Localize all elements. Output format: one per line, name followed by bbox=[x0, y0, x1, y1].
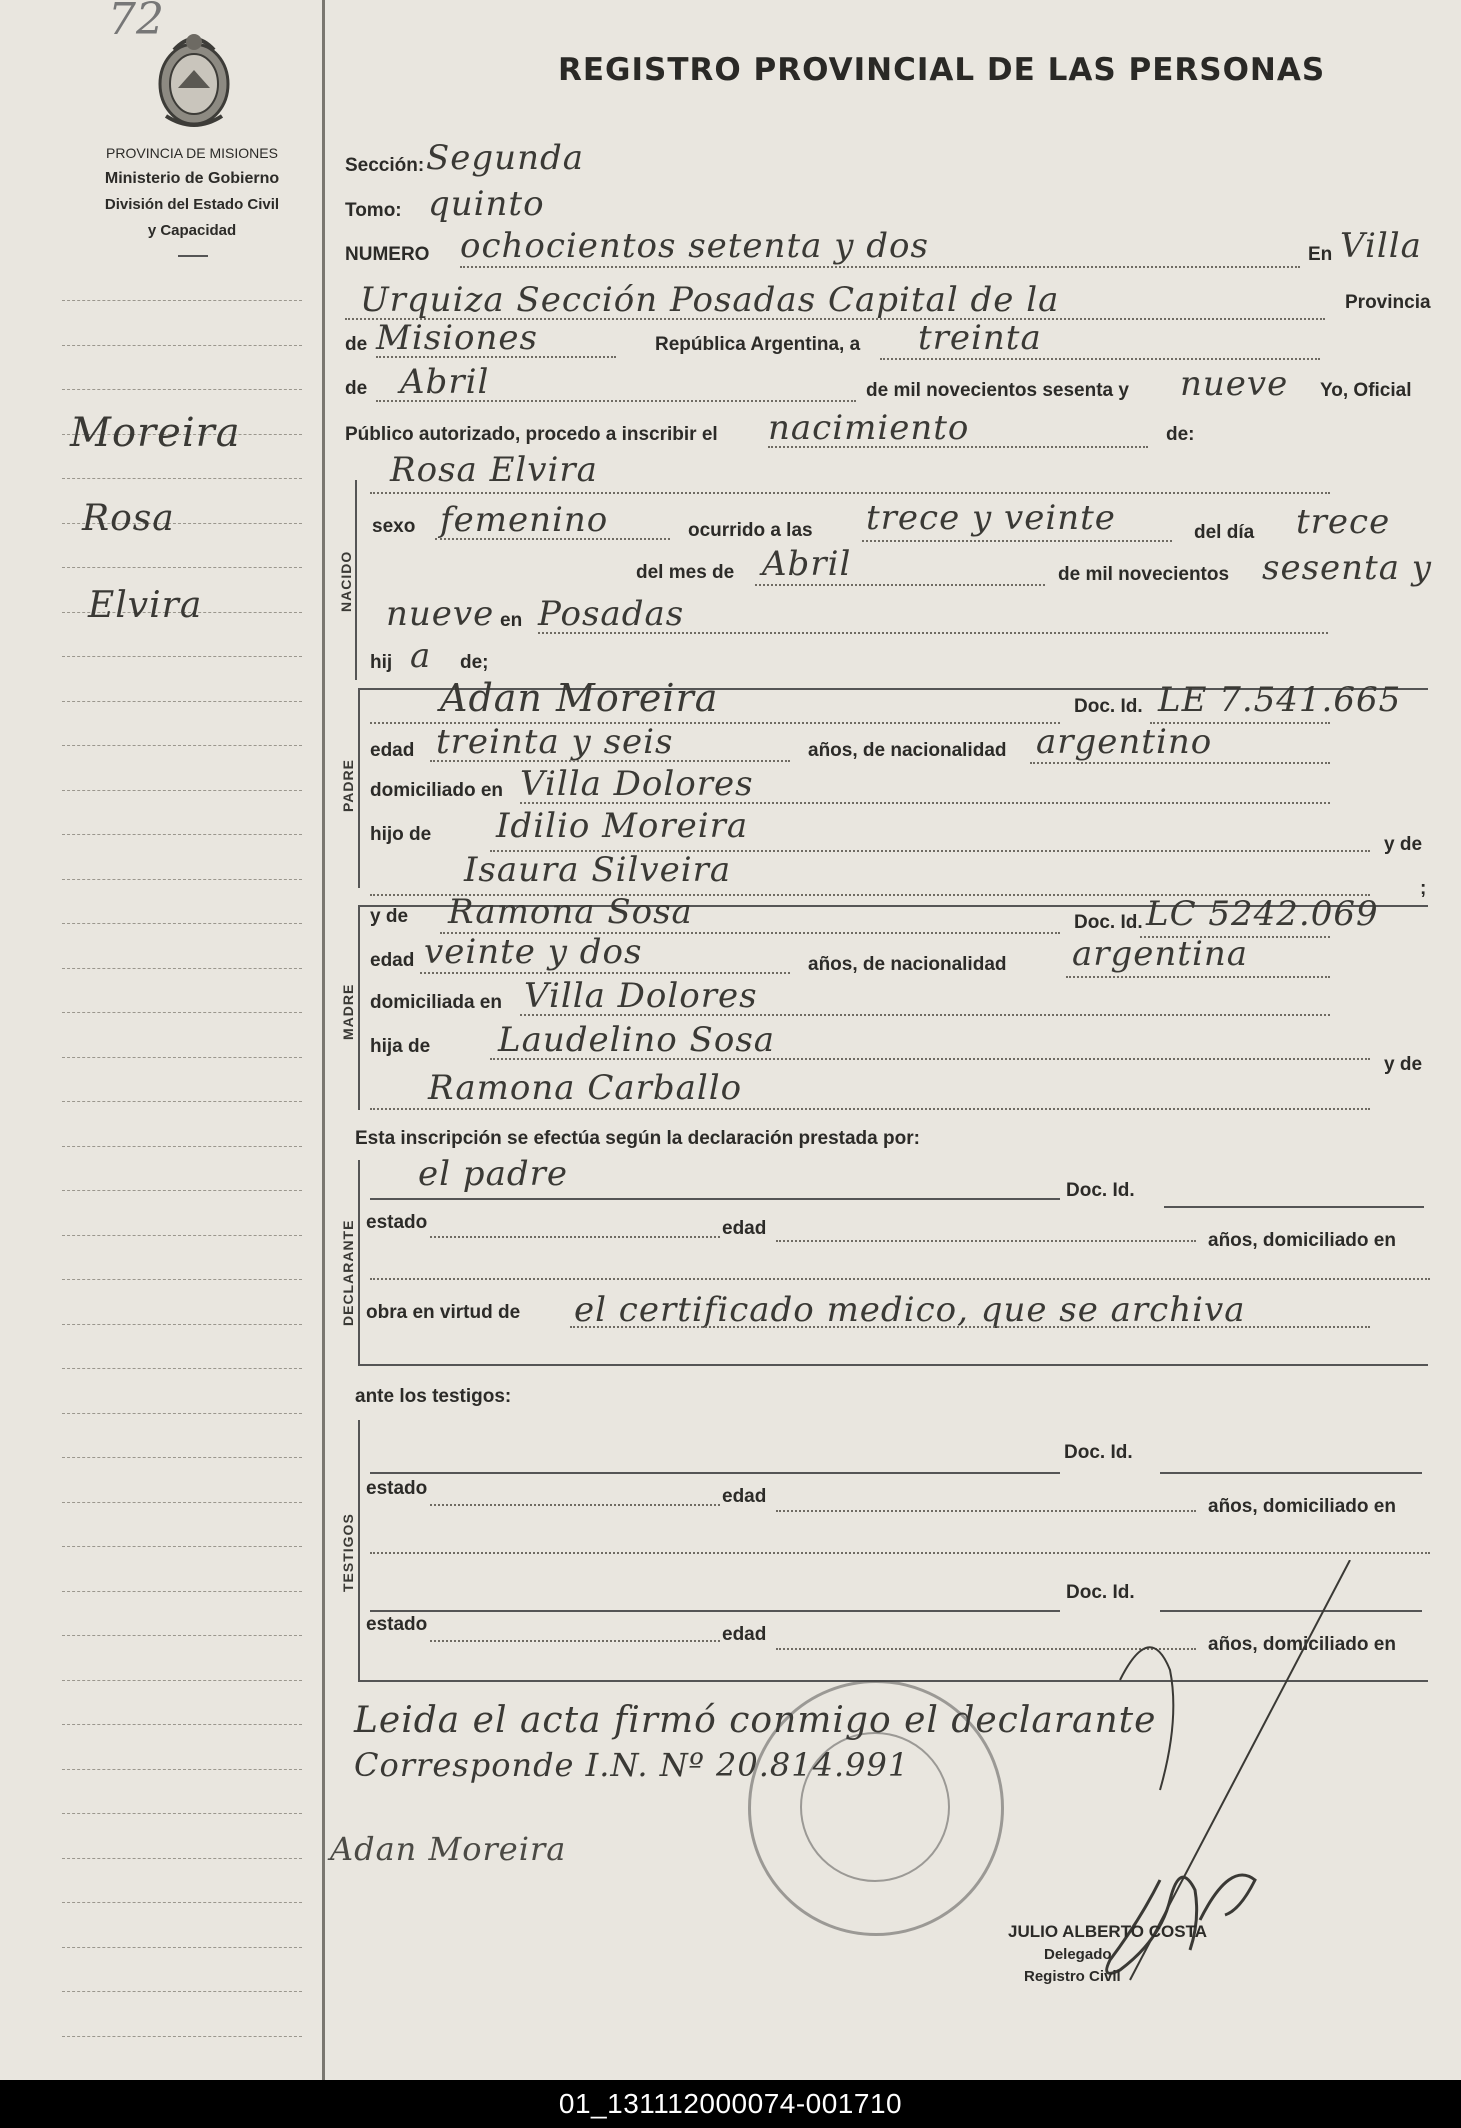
dotted-line bbox=[370, 492, 1330, 495]
dotted-line bbox=[880, 358, 1320, 361]
solid-line bbox=[370, 1472, 1060, 1474]
dotted-line bbox=[862, 540, 1172, 543]
field-madre-edad: veinte y dos bbox=[424, 932, 643, 972]
field-padre-edad: treinta y seis bbox=[436, 722, 674, 762]
section-label-padre: PADRE bbox=[340, 759, 356, 812]
label-y-de-madre: y de bbox=[370, 906, 409, 927]
page-title: REGISTRO PROVINCIAL DE LAS PERSONAS bbox=[558, 52, 1326, 88]
margin-ruled-line bbox=[62, 1146, 302, 1148]
margin-ruled-line bbox=[62, 1902, 302, 1904]
field-dia-acta: treinta bbox=[918, 318, 1042, 358]
field-seccion: Segunda bbox=[426, 138, 585, 178]
dotted-line bbox=[776, 1240, 1196, 1243]
field-acto: nacimiento bbox=[768, 408, 970, 448]
margin-ruled-line bbox=[62, 968, 302, 970]
label-declarante-anos-dom: años, domiciliado en bbox=[1208, 1230, 1396, 1251]
margin-rule bbox=[322, 0, 325, 2080]
dotted-line bbox=[460, 266, 1300, 269]
section-label-declarante: DECLARANTE bbox=[340, 1219, 356, 1326]
page-number: 72 bbox=[108, 0, 164, 45]
label-yo-oficial: Yo, Oficial bbox=[1320, 380, 1412, 401]
label-testigo1-anos-dom: años, domiciliado en bbox=[1208, 1496, 1396, 1517]
margin-ruled-line bbox=[62, 1769, 302, 1771]
closing-note-1: Leida el acta firmó conmigo el declarante bbox=[354, 1700, 1157, 1741]
field-madre-doc: LC 5242.069 bbox=[1146, 894, 1379, 934]
coat-of-arms-icon bbox=[148, 30, 240, 130]
margin-ruled-line bbox=[62, 1813, 302, 1815]
label-ocurrido: ocurrido a las bbox=[688, 520, 813, 541]
dotted-line bbox=[420, 972, 790, 975]
field-madre-nac: argentina bbox=[1072, 934, 1249, 974]
dotted-line bbox=[430, 1504, 720, 1507]
dotted-line bbox=[1066, 976, 1330, 979]
field-padre-nac: argentino bbox=[1036, 722, 1213, 762]
label-del-mes: del mes de bbox=[636, 562, 735, 583]
label-testigo2-estado: estado bbox=[366, 1614, 428, 1635]
field-madre-y-de: Ramona Carballo bbox=[428, 1068, 743, 1108]
dotted-line bbox=[430, 1236, 720, 1239]
margin-ruled-line bbox=[62, 1991, 302, 1993]
dotted-line bbox=[768, 446, 1148, 449]
section-bracket-nacido bbox=[355, 480, 357, 680]
margin-ruled-line bbox=[62, 1324, 302, 1326]
field-en: Villa bbox=[1340, 226, 1422, 266]
label-padre-doc: Doc. Id. bbox=[1074, 696, 1143, 717]
section-bracket-padre bbox=[358, 688, 360, 888]
section-bracket-testigos bbox=[358, 1420, 360, 1680]
field-obra: el certificado medico, que se archiva bbox=[574, 1290, 1246, 1330]
dotted-line bbox=[370, 1552, 1430, 1555]
margin-ruled-line bbox=[62, 1680, 302, 1682]
margin-ruled-line bbox=[62, 1546, 302, 1548]
office-ministry: Ministerio de Gobierno bbox=[104, 170, 280, 187]
label-numero: NUMERO bbox=[345, 244, 430, 265]
label-testigo2-doc: Doc. Id. bbox=[1066, 1582, 1135, 1603]
dotted-line bbox=[570, 1326, 1370, 1329]
dotted-line bbox=[370, 1278, 1430, 1281]
margin-ruled-line bbox=[62, 701, 302, 703]
solid-line bbox=[1160, 1472, 1422, 1474]
office-header bbox=[62, 140, 322, 244]
field-anio-acta: nueve bbox=[1180, 364, 1289, 404]
label-republica: República Argentina, a bbox=[655, 334, 861, 355]
label-domiciliado-en: domiciliado en bbox=[370, 780, 504, 801]
margin-ruled-line bbox=[62, 389, 302, 391]
margin-ruled-line bbox=[62, 1368, 302, 1370]
label-obra: obra en virtud de bbox=[366, 1302, 521, 1323]
office-division: División del Estado Civil bbox=[104, 196, 280, 213]
label-provincia: Provincia bbox=[1345, 292, 1431, 313]
label-padre-edad: edad bbox=[370, 740, 415, 761]
officer-registry: Registro Civil bbox=[1024, 1968, 1121, 1985]
dotted-line bbox=[376, 356, 616, 359]
label-y-de-2: y de bbox=[1384, 1054, 1423, 1075]
margin-ruled-line bbox=[62, 745, 302, 747]
image-id-footer: 01_131112000074-001710 bbox=[0, 2080, 1461, 2128]
label-declarante-edad: edad bbox=[722, 1218, 767, 1239]
field-lugar: Posadas bbox=[538, 594, 685, 634]
label-del-dia: del día bbox=[1194, 522, 1255, 543]
label-declarante-doc: Doc. Id. bbox=[1066, 1180, 1135, 1201]
label-testigo1-doc: Doc. Id. bbox=[1064, 1442, 1133, 1463]
field-madre-hija-de: Laudelino Sosa bbox=[498, 1020, 776, 1060]
label-tomo: Tomo: bbox=[345, 200, 402, 221]
margin-ruled-line bbox=[62, 1858, 302, 1860]
field-padre-nombre: Adan Moreira bbox=[440, 676, 719, 720]
office-capacity: y Capacidad bbox=[147, 222, 237, 239]
label-madre-anos-nac: años, de nacionalidad bbox=[808, 954, 1007, 975]
label-de-semicolon: de; bbox=[460, 652, 489, 673]
dotted-line bbox=[376, 400, 856, 403]
margin-ruled-line bbox=[62, 567, 302, 569]
dotted-line bbox=[435, 538, 670, 541]
label-padre-anos-nac: años, de nacionalidad bbox=[808, 740, 1007, 761]
field-padre-doc: LE 7.541.665 bbox=[1158, 680, 1402, 720]
label-en: En bbox=[1308, 244, 1333, 265]
margin-ruled-line bbox=[62, 1279, 302, 1281]
field-madre-nombre: Ramona Sosa bbox=[448, 892, 693, 932]
label-declarante-estado: estado bbox=[366, 1212, 428, 1233]
margin-ruled-line bbox=[62, 1591, 302, 1593]
field-place-line: Urquiza Sección Posadas Capital de la bbox=[360, 280, 1060, 320]
field-declarante: el padre bbox=[418, 1154, 568, 1194]
label-seccion: Sección: bbox=[345, 155, 425, 176]
label-de: de bbox=[345, 334, 368, 355]
margin-ruled-line bbox=[62, 1057, 302, 1059]
section-bracket-declarante bbox=[358, 1160, 360, 1365]
closing-note-2: Corresponde I.N. Nº 20.814.991 bbox=[354, 1746, 910, 1784]
field-padre-dom: Villa Dolores bbox=[520, 764, 754, 804]
margin-note-first-name: Rosa bbox=[82, 498, 175, 539]
margin-ruled-line bbox=[62, 879, 302, 881]
margin-ruled-line bbox=[62, 1635, 302, 1637]
label-domiciliada-en: domiciliada en bbox=[370, 992, 502, 1013]
field-provincia: Misiones bbox=[376, 318, 538, 358]
margin-ruled-line bbox=[62, 1947, 302, 1949]
label-esta-inscripcion: Esta inscripción se efectúa según la declaración prestada por: bbox=[355, 1128, 920, 1149]
label-madre-doc: Doc. Id. bbox=[1074, 912, 1143, 933]
label-testigo1-estado: estado bbox=[366, 1478, 428, 1499]
label-testigo2-anos-dom: años, domiciliado en bbox=[1208, 1634, 1396, 1655]
field-mes: Abril bbox=[762, 544, 852, 584]
field-hij-suffix: a bbox=[410, 636, 432, 676]
field-anio-1: sesenta y bbox=[1262, 548, 1432, 588]
margin-ruled-line bbox=[62, 1457, 302, 1459]
declarant-signature: Adan Moreira bbox=[330, 1830, 567, 1868]
margin-note-second-name: Elvira bbox=[88, 585, 203, 626]
label-en-lugar: en bbox=[500, 610, 523, 631]
field-padre-hijo-de: Idilio Moreira bbox=[496, 806, 749, 846]
label-ante-testigos: ante los testigos: bbox=[355, 1386, 512, 1407]
section-label-nacido: NACIDO bbox=[338, 550, 354, 612]
label-madre-edad: edad bbox=[370, 950, 415, 971]
margin-ruled-line bbox=[62, 1101, 302, 1103]
field-hora: trece y veinte bbox=[866, 498, 1116, 538]
dotted-line bbox=[538, 632, 1328, 635]
label-sexo: sexo bbox=[372, 516, 416, 537]
label-testigo1-edad: edad bbox=[722, 1486, 767, 1507]
official-stamp-inner-icon bbox=[800, 1732, 950, 1882]
margin-ruled-line bbox=[62, 300, 302, 302]
margin-ruled-line bbox=[62, 345, 302, 347]
solid-line bbox=[370, 1198, 1060, 1200]
semicolon: ; bbox=[1420, 878, 1427, 899]
dotted-line bbox=[776, 1510, 1196, 1513]
margin-ruled-line bbox=[62, 1413, 302, 1415]
label-hija-de: hija de bbox=[370, 1036, 431, 1057]
margin-ruled-line bbox=[62, 834, 302, 836]
field-padre-y-de: Isaura Silveira bbox=[464, 850, 732, 890]
section-rule bbox=[358, 1364, 1428, 1366]
field-madre-dom: Villa Dolores bbox=[524, 976, 758, 1016]
header-divider bbox=[178, 255, 208, 257]
margin-ruled-line bbox=[62, 923, 302, 925]
dotted-line bbox=[430, 1640, 720, 1643]
field-tomo: quinto bbox=[428, 184, 545, 224]
officer-name: JULIO ALBERTO COSTA bbox=[1008, 1922, 1207, 1941]
label-mil-novecientos: de mil novecientos bbox=[1058, 564, 1230, 585]
margin-ruled-line bbox=[62, 1012, 302, 1014]
solid-line bbox=[370, 1610, 1060, 1612]
margin-ruled-line bbox=[62, 790, 302, 792]
margin-ruled-line bbox=[62, 478, 302, 480]
office-province: PROVINCIA DE MISIONES bbox=[106, 145, 278, 161]
margin-ruled-line bbox=[62, 656, 302, 658]
dotted-line bbox=[370, 1108, 1370, 1111]
dotted-line bbox=[1030, 762, 1330, 765]
label-testigo2-edad: edad bbox=[722, 1624, 767, 1645]
margin-note-surname: Moreira bbox=[70, 410, 241, 456]
label-publico: Público autorizado, procedo a inscribir el bbox=[345, 424, 718, 445]
label-hij: hij bbox=[370, 652, 393, 673]
dotted-line bbox=[520, 1014, 1330, 1017]
field-dia: trece bbox=[1296, 502, 1391, 542]
label-de-2: de bbox=[345, 378, 368, 399]
dotted-line bbox=[520, 802, 1330, 805]
label-mil-sesenta: de mil novecientos sesenta y bbox=[866, 380, 1129, 401]
dotted-line bbox=[755, 584, 1045, 587]
margin-ruled-line bbox=[62, 1502, 302, 1504]
field-nombre: Rosa Elvira bbox=[390, 450, 598, 490]
field-anio-2: nueve bbox=[386, 594, 495, 634]
margin-ruled-line bbox=[62, 1724, 302, 1726]
label-y-de: y de bbox=[1384, 834, 1423, 855]
field-mes-acta: Abril bbox=[400, 362, 490, 402]
section-bracket-madre bbox=[358, 905, 360, 1110]
solid-line bbox=[1164, 1206, 1424, 1208]
dotted-line bbox=[430, 760, 790, 763]
margin-ruled-line bbox=[62, 2036, 302, 2038]
section-label-madre: MADRE bbox=[340, 983, 356, 1040]
margin-ruled-line bbox=[62, 1235, 302, 1237]
margin-ruled-line bbox=[62, 1190, 302, 1192]
section-label-testigos: TESTIGOS bbox=[340, 1513, 356, 1592]
dotted-line bbox=[490, 1058, 1370, 1061]
label-de-colon: de: bbox=[1166, 424, 1195, 445]
field-numero: ochocientos setenta y dos bbox=[460, 226, 929, 266]
label-hijo-de: hijo de bbox=[370, 824, 432, 845]
officer-title: Delegado bbox=[1044, 1946, 1112, 1963]
field-sexo: femenino bbox=[440, 500, 609, 540]
